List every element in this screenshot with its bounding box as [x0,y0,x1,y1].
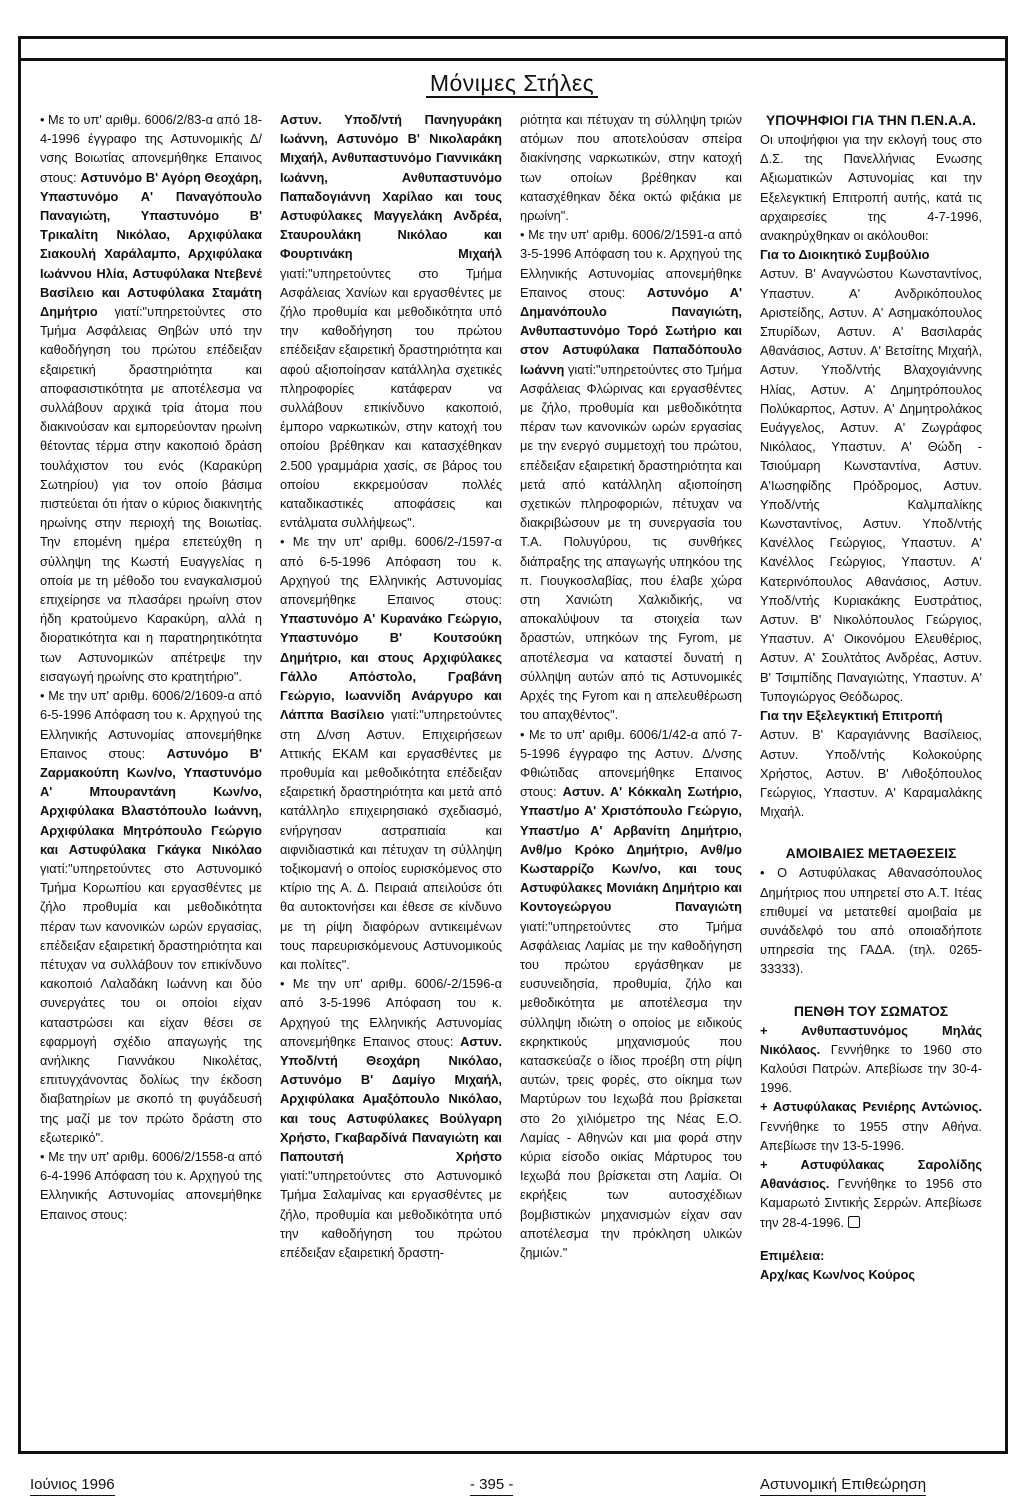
bold-names: Αστυνόμο Β' Αγόρη Θεοχάρη, Υπαστυνόμο Α' Παναγόπουλο Παναγιώτη, Υπαστυνόμο Β' Τρικαλίτη Νικόλαο, Αρχιφύλακα Σιακουλή Χαράλαμπο, Αρχιφύλακα Ιωάννου Ηλία, Αστυφύλακα Ντεβενέ Βασίλειο και Αστυφύλακα Σταμάτη Δημήτριο [40,169,262,320]
heading-transfers: ΑΜΟΙΒΑΙΕΣ ΜΕΤΑΘΕΣΕΙΣ [785,845,957,862]
paragraph [520,225,742,724]
paragraph-audit-members: Αστυν. Β' Καραγιάννης Βασίλειος, Αστυν. Υποδ/ντής Κολοκούρης Χρήστος, Αστυν. Β' Λιθοξόπουλος Γεώργιος, Υπαστυν. Α' Καραμαλάκης Μιχαήλ. [760,727,982,820]
subheading-board: Για το Διοικητικό Συμβούλιο [760,247,930,263]
footer-publication: Αστυνομική Επιθεώρηση [760,1475,926,1496]
bold-names: Αστυν. Υποδ/ντή Πανηγυράκη Ιωάννη, Αστυνόμο Β' Νικολαράκη Μιχαήλ, Ανθυπαστυνόμο Γιαννικάκη Ιωάννη, Ανθυπαστυνόμο Παπαδογιάννη Χαρίλαο και τους Αστυφύλακες Μαγγελάκη Ανδρέα, Σταυρουλάκη Νικόλαο και Φουρτινάκη Μιχαήλ [280,112,502,262]
paragraph [40,686,262,1147]
text: γιατί:"υπηρετούντες στο Αστυνομικό Τμήμα Σαλαμίνας και εργασθέντες με ζήλο, προθυμία και μεθοδικότητα υπό την καθοδήγηση του πρώτου επέδειξαν εξαιρετική δραστη- [280,1168,502,1260]
paragraph [280,110,502,532]
text: γιατί:"υπηρετούντες στο Αστυνομικό Τμήμα Κορωπίου και εργασθέντες με ζήλο προθυμία και μεθοδικότητα πέραν των κανονικών ωρών εργασίας, επέδειξαν εξαιρετική δραστηριότητα και πέτυχαν να συλλάβουν τον επικίνδυνο κακοποιό Λαλαδάκη Ιωάννη και δύο συνεργάτες του οι οποίοι είχαν καταστρώσει και είχαν θέσει σε εφαρμογή σχέδιο απαγωγής της ανήλικης Γιαννάκου Νικολέτας, επιτυγχάνοντας δολίως την έκδοση διαβατηρίων με σκοπό τη φυγάδευσή της μαζί με τον πρώτο δράστη στο εξωτερικό". [40,860,262,1145]
text: • Με την υπ' αριθμ. 6006/2-/1597-α από 6-5-1996 Απόφαση του κ. Αρχηγού της Ελληνικής Αστυνομίας απονεμήθηκε Επαινος στους: [280,534,502,608]
obituary-2-name: + Αστυφύλακας Ρενιέρης Αντώνιος. [760,1099,982,1115]
heading-candidates: ΥΠΟΨΗΦΙΟΙ ΓΙΑ ΤΗΝ Π.ΕΝ.Α.Α. [765,112,977,128]
header [0,70,1024,98]
text: γιατί:"υπηρετούντες στο Τμήμα Ασφάλειας Χανίων και εργασθέντες με ζήλο προθυμία και μεθοδικότητα υπό την καθοδήγηση του πρώτου επέδειξαν εξαιρετική δραστηριότητα και αφού αξιοποίησαν κατάλληλα σχετικές πληροφορίες κατάφεραν να συλλάβουν επικίνδυνο κακοποιό, έμπορο ναρκωτικών, στην κατοχή του οποίου βρέθηκαν και κατασχέθηκαν 2.500 γραμμάρια χασίς, σε βάρος του οποίου εκκρεμούσαν πολλές καταδικαστικές αποφάσεις και εντάλματα συλλήψεως". [280,265,502,531]
subheading-audit: Για την Εξελεγκτική Επιτροπή [760,708,943,724]
text: • Με την υπ' αριθμ. 6006/2/1609-α από 6-5-1996 Απόφαση του κ. Αρχηγού της Ελληνικής Αστυνομίας απονεμήθηκε Επαινος στους: [40,688,262,761]
bold-names: Αστυνόμο Α' Δημανόπουλο Παναγιώτη, Ανθυπαστυνόμο Τορό Σωτήριο και στον Αστυφύλακα Παπαδόπουλο Ιωάννη [520,284,742,377]
obituary-3-text: Γεννήθηκε το 1956 στο Καμαρωτό Σιντικής Σερρών. Απεβίωσε την 28-4-1996. [760,1176,982,1230]
text: • Με το υπ' αριθμ. 6006/2/83-α από 18-4-1996 έγγραφο της Αστυνομικής Δ/νσης Βοιωτίας απονεμήθηκε Επαινος στους: [40,112,262,185]
paragraph [40,1147,262,1224]
paragraph-transfer: • Ο Αστυφύλακας Αθανασόπουλος Δημήτριος που υπηρετεί στο Α.Τ. Ιτέας επιθυμεί να μετατεθεί αμοιβαία με συνάδελφό του από οποιαδήποτε υπηρεσία της ΓΑΔΑ. (τηλ. 0265-33333). [760,865,982,977]
paragraph-candidates-intro: Οι υποψήφιοι για την εκλογή τους στο Δ.Σ. της Πανελλήνιας Ενωσης Αξιωματικών Αστυνομίας και την Εξελεγκτική Επιτροπή αυτής, κατά τις αρχαιρεσίες της 4-7-1996, ανακηρύχθηκαν οι ακόλουθοι: [760,132,982,244]
text: γιατί:"υπηρετούντες στη Δ/νση Αστυν. Επιχειρήσεων Αττικής ΕΚΑΜ και εργασθέντες με προθυμία και μεθοδικότητα επέδειξαν εξαιρετική δραστηριότητα και μετά από κατάλληλο επιχειρησιακό σχεδιασμό, ενήργησαν αστραπιαία και αιφνιδιαστικά και πέτυχαν τη σύλληψη τοξικομανή ο οποίος ευρισκόμενος στο κτίριο της Α. Δ. Πειραιά απειλούσε ότι θα αυτοκτονήσει και έθεσε σε κίνδυνο με τη ρίψη διαφόρων αντικειμένων τους παρευρισκόμενους Αστυνομικούς και πολίτες". [280,707,502,972]
heading-obituaries: ΠΕΝΘΗ ΤΟΥ ΣΩΜΑΤΟΣ [793,1002,949,1019]
paragraph [520,110,742,225]
text: ριότητα και πέτυχαν τη σύλληψη τριών ατόμων που αποτελούσαν σπείρα διακίνησης ναρκωτικών, στην κατοχή των οποίων βρέθηκαν και κατασχέθηκαν δέκα οκτώ φιξάκια με ηρωίνη". [520,112,742,224]
obituary-2-text: Γεννήθηκε το 1955 στην Αθήνα. Απεβίωσε την 13-5-1996. [760,1118,982,1153]
obituary-1-text: Γεννήθηκε το 1960 στο Καλούσι Πατρών. Απεβίωσε την 30-4-1996. [760,1041,982,1096]
obituary-1 [760,1021,982,1098]
text: γιατί:"υπηρετούντες στο Τμήμα Ασφάλειας Φλώρινας και εργασθέντες με ζήλο, προθυμία και μεθοδικότητα πέραν των κανονικών ωρών εργασίας με την ενεργό συμμετοχή του πρώτου, επέδειξαν εξαιρετική δραστηριότητα και μετά από κατάλληλη αξιοποίηση σχετικών πληροφοριών, πέτυχαν να διακριβώσουν με τη συνεργασία του Τ.Α. Πολυγύρου, τις συνθήκες διάπραξης της απαγωγής υπηκόου της π. Γιουγκοσλαβίας, που έλαβε χώρα στη Χανιώτη Χαλκιδικής, να αποκαλύψουν τα στοιχεία των δραστών, υπηκόων της Fyrom, με αποτέλεσμα να καταστεί δυνατή η σύλληψη αυτών από τις Αστυνομικές Αρχές της Fyrom και η απελευθέρωση του απαχθέντος". [520,361,742,723]
obituary-3 [760,1155,982,1232]
column-2 [280,110,502,1450]
paragraph [280,974,502,1262]
paragraph-board-members: Αστυν. Β' Αναγνώστου Κωνσταντίνος, Υπαστυν. Α' Ανδρικόπουλος Αριστείδης, Αστυν. Α' Ασημακόπουλος Σπυρίδων, Αστυν. Α' Βασιλαράς Αθανάσιος, Αστυν. Α' Βετσίτης Μιχαήλ, Αστυν. Υποδ/ντής Βλαχογιάννης Ηλίας, Αστυν. Α' Δημητρόπουλος Πολύκαρπος, Αστυν. Α' Δημητρολάκος Ευάγγελος, Αστυν. Α' Ζωγράφος Νικόλαος, Υπαστυν. Α' Θώδη - Τσιούμαρη Κωνσταντίνα, Αστυν. Α'Ιωσηφίδης Πρόδρομος, Αστυν. Υποδ/ντής Καλμπαλίκης Κωνσταντίνος, Αστυν. Υποδ/ντής Κανέλλος Γεώργιος, Υπαστυν. Α' Κανέλλος Γεώργιος, Υπαστυν. Α' Κατερινόπουλος Αθανάσιος, Αστυν. Υποδ/ντής Κυριακάκης Ευστράτιος, Αστυν. Β' Νικολόπουλος Γεώργιος, Υπαστυν. Α' Οικονόμου Ελευθέριος, Αστυν. Α' Σουλτάτος Ανδρέας, Αστυν. Β' Τσιμπίδης Παναγιώτης, Υπαστυν. Α' Τυπογιώργος Θεόδωρος. [760,266,982,704]
footer [0,1475,1024,1499]
end-mark-icon [848,1216,860,1228]
footer-date: Ιούνιος 1996 [30,1475,115,1496]
footer-page-number: - 395 - [470,1475,513,1496]
text: • Με την υπ' αριθμ. 6006/-2/1596-α από 3-5-1996 Απόφαση του κ. Αρχηγού της Ελληνικής Αστυνομίας απονεμήθηκε Επαινος στους: [280,976,502,1049]
bold-names: Αστυν. Υποδ/ντή Θεοχάρη Νικόλαο, Αστυνόμο Β' Δαμίγο Μιχαήλ, Αρχιφύλακα Αμαξόπουλο Νικόλαο, και τους Αστυφύλακες Βούλγαρη Χρήστο, Γκαβαρδίνά Παναγιώτη και Παπουτσή Χρήστο [280,1033,502,1164]
paragraph [40,110,262,686]
bold-names: Υπαστυνόμο Α' Κυρανάκο Γεώργιο, Υπαστυνόμο Β' Κουτσούκη Δημήτριο, και στους Αρχιφύλακες Γάλλο Απόστολο, Γραβάνη Γεώργιο, Ιωαννίδη Ανάργυρο και Λάππα Βασίλειο [280,611,502,723]
text: • Με την υπ' αριθμ. 6006/2/1591-α από 3-5-1996 Απόφαση του κ. Αρχηγού της Ελληνικής Αστυνομίας απονεμήθηκε Επαινος στους: [520,227,742,300]
text: • Με την υπ' αριθμ. 6006/2/1558-α από 6-4-1996 Απόφαση του κ. Αρχηγού της Ελληνικής Αστυνομίας απονεμήθηκε Επαινος στους: [40,1148,262,1222]
obituary-2 [760,1097,982,1155]
bold-names: Αστυν. Α' Κόκκαλη Σωτήριο, Υπαστ/μο Α' Χριστόπουλο Γεώργιο, Υπαστ/μο Α' Αρβανίτη Δημήτριο, Ανθ/μο Κρόκο Δημήτριο, Ανθ/μο Κωσταρρίζο Κων/νο, και τους Αστυφύλακες Μονιάκη Δημήτριο και Κοντογεώργου Παναγιώτη [520,784,742,915]
paragraph [520,725,742,1263]
paragraph [280,532,502,974]
page-title: Μόνιμες Στήλες [426,70,598,98]
text: γιατί:"υπηρετούντες στο Τμήμα Ασφάλειας Λαμίας με την καθοδήγηση του πρώτου εργάσθηκαν με ευσυνειδησία, προθυμία, ζήλο και μεθοδικότητα με αποτέλεσμα την σύλληψη ιδιώτη ο οποίος με ειδικούς εκρηκτικούς μηχανισμούς που κατασκεύαζε ο ίδιος προέβη στη ρίψη αυτών, τρεις φορές, στο οίκημα των Μαρτύρων του Ιεχωβά που βρίσκεται στο 2ο χιλιόμετρο της Νέας Ε.Ο. Λαμίας - Αθηνών και μια φορά στην κύρια είσοδο οικίας Μάρτυρος του Ιεχωβά που βρίσκεται στη Λαμία. Οι εκρήξεις των αυτοσχέδιων βομβιστικών μηχανισμών είχαν σαν αποτέλεσμα την πρόκληση υλικών ζημιών." [520,918,742,1260]
text: γιατί:"υπηρετούντες στο Τμήμα Ασφάλειας Θηβών υπό την καθοδήγηση του πρώτου επέδειξαν εξαιρετική δραστηριότητα και αποφασιστικότητα με αποτέλεσμα να συλλάβουν αρχικά τρία άτομα που διακινούσαν και εμπορεύονταν ηρωίνη θέτοντας τέρμα στην κακοποιό δράση τουλάχιστον του ενός (Καρακύρη Σωτηρίου) για τον οποίο βάσιμα πιστεύεται ότι ήταν ο κύριος διακινητής ηρωίνης στην περιοχή της Βοιωτίας. Την επομένη ημέρα επετεύχθη η σύλληψη της Κωστή Ευαγγελίας η οποία με τη μέθοδο του εναγκαλισμού επιχείρησε να πλασάρει ηρωίνη στον ήδη κρατούμενο Καρακύρη, αλλά η διορατικότητα και η παρατηρητικότητα των Αστυνομικών απέτρεψε την εισαγωγή ηρωίνης στο κρατητήριο". [40,304,262,684]
obituary-1-name: + Ανθυπαστυνόμος Μηλάς Νικόλαος. [760,1022,982,1057]
top-rule [18,58,1008,61]
obituary-3-name: + Αστυφύλακας Σαρολίδης Αθανάσιος. [760,1156,982,1192]
text: • Με το υπ' αριθμ. 6006/1/42-α από 7-5-1996 έγγραφο της Αστυν. Δ/νσης Φθιώτιδας απονεμήθηκε Επαινος στους: [520,726,742,800]
column-3 [520,110,742,1450]
column-4 [760,110,982,1450]
column-1 [40,110,262,1450]
editor-label: Επιμέλεια: [760,1247,825,1263]
columns [30,110,1008,1450]
bold-names: Αστυνόμο Β' Ζαρμακούπη Κων/νο, Υπαστυνόμο Α' Μπουραντάνη Κων/νο, Αρχιφύλακα Βλαστόπουλο Ιωάννη, Αρχιφύλακα Μητρόπουλο Γεώργιο και Αστυφύλακα Γκάγκα Νικόλαο [40,745,262,857]
editor-name: Αρχ/κας Κων/νος Κούρος [760,1266,916,1282]
